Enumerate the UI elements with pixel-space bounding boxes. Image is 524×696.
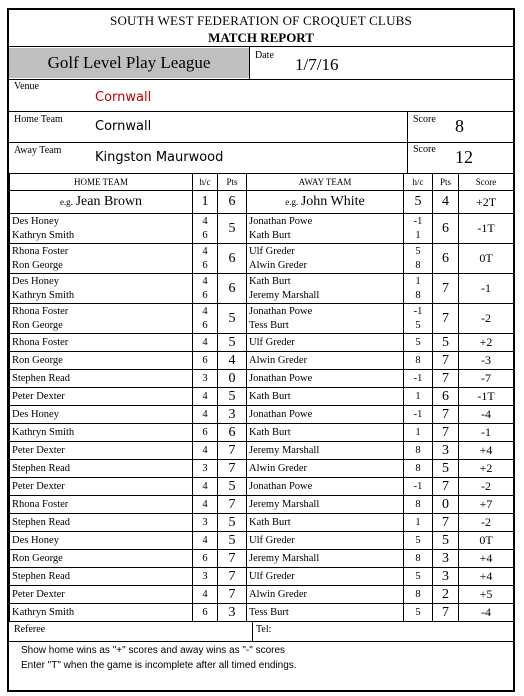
away-player-name: Jonathan Powe bbox=[249, 215, 313, 227]
doubles-row bbox=[10, 214, 514, 244]
divider bbox=[9, 79, 513, 80]
tel-label: Tel: bbox=[256, 624, 272, 635]
away-player-name[interactable]: Alwin Greder bbox=[247, 460, 404, 478]
away-player-name[interactable]: Jonathan Powe bbox=[247, 478, 404, 496]
home-points[interactable]: 7 bbox=[218, 460, 247, 478]
away-points[interactable]: 0 bbox=[433, 496, 459, 514]
home-player-name[interactable]: Ron George bbox=[10, 352, 193, 370]
away-player-name[interactable]: Kath Burt bbox=[247, 424, 404, 442]
home-points[interactable]: 7 bbox=[218, 550, 247, 568]
singles-row bbox=[10, 334, 514, 352]
venue-label: Venue bbox=[14, 81, 39, 92]
divider bbox=[249, 46, 250, 79]
home-points[interactable]: 6 bbox=[218, 244, 247, 274]
away-points[interactable]: 5 bbox=[433, 334, 459, 352]
singles-row bbox=[10, 370, 514, 388]
away-player-name[interactable]: Jeremy Marshall bbox=[247, 550, 404, 568]
away-hc[interactable] bbox=[404, 274, 433, 304]
game-score[interactable]: 0T bbox=[459, 244, 514, 274]
singles-row bbox=[10, 532, 514, 550]
game-score[interactable]: -3 bbox=[459, 352, 514, 370]
game-score[interactable]: +4 bbox=[459, 442, 514, 460]
eg-prefix: e.g. bbox=[59, 197, 73, 207]
home-hc[interactable]: 6 bbox=[193, 550, 218, 568]
away-hc[interactable]: 8 bbox=[404, 586, 433, 604]
home-player-name[interactable]: Stephen Read bbox=[10, 514, 193, 532]
home-points[interactable]: 7 bbox=[218, 586, 247, 604]
away-hc-2: 8 bbox=[415, 289, 421, 301]
away-player-name[interactable]: Alwin Greder bbox=[247, 586, 404, 604]
singles-row bbox=[10, 460, 514, 478]
away-hc[interactable]: 8 bbox=[404, 352, 433, 370]
home-points[interactable]: 5 bbox=[218, 532, 247, 550]
away-player-name: Ulf Greder bbox=[249, 245, 295, 257]
away-hc-1: -1 bbox=[413, 215, 423, 227]
venue-value[interactable]: Cornwall bbox=[95, 90, 152, 105]
home-points[interactable]: 5 bbox=[218, 478, 247, 496]
away-hc[interactable]: 8 bbox=[404, 496, 433, 514]
game-score[interactable]: +4 bbox=[459, 550, 514, 568]
note-timed-endings: Enter "T" when the game is incomplete after all timed endings. bbox=[21, 660, 297, 671]
away-player-name: Tess Burt bbox=[249, 319, 289, 331]
game-score[interactable]: -2 bbox=[459, 304, 514, 334]
home-player-name[interactable]: Ron George bbox=[10, 550, 193, 568]
col-home-team: HOME TEAM bbox=[10, 174, 193, 191]
game-score[interactable]: +2 bbox=[459, 460, 514, 478]
game-score[interactable]: -1 bbox=[459, 424, 514, 442]
away-player-name[interactable]: Ulf Greder bbox=[247, 532, 404, 550]
away-hc[interactable]: 5 bbox=[404, 604, 433, 622]
divider bbox=[9, 621, 513, 622]
home-hc[interactable]: 3 bbox=[193, 460, 218, 478]
home-hc[interactable]: 3 bbox=[193, 370, 218, 388]
home-player-name: Ron George bbox=[12, 259, 63, 271]
home-points[interactable]: 7 bbox=[218, 568, 247, 586]
home-player-name[interactable]: Stephen Read bbox=[10, 370, 193, 388]
home-player-name: Rhona Foster bbox=[12, 245, 69, 257]
home-score-label: Score bbox=[413, 114, 436, 125]
singles-row bbox=[10, 586, 514, 604]
home-points[interactable]: 4 bbox=[218, 352, 247, 370]
referee-label: Referee bbox=[14, 624, 46, 635]
home-hc[interactable]: 4 bbox=[193, 586, 218, 604]
away-team-label: Away Team bbox=[14, 145, 62, 156]
home-hc-2: 6 bbox=[202, 229, 208, 241]
home-points[interactable]: 6 bbox=[218, 274, 247, 304]
home-player-name: Kathryn Smith bbox=[12, 289, 75, 301]
game-score[interactable]: -2 bbox=[459, 478, 514, 496]
singles-row bbox=[10, 424, 514, 442]
away-points[interactable]: 3 bbox=[433, 442, 459, 460]
home-hc-1: 4 bbox=[202, 275, 208, 287]
away-player-name: Kath Burt bbox=[249, 229, 291, 241]
home-player-name[interactable]: Kathryn Smith bbox=[10, 424, 193, 442]
col-home-hc: h/c bbox=[193, 174, 218, 191]
home-hc[interactable]: 6 bbox=[193, 604, 218, 622]
away-points[interactable]: 7 bbox=[433, 304, 459, 334]
away-hc-1: -1 bbox=[413, 305, 423, 317]
away-points[interactable]: 5 bbox=[433, 460, 459, 478]
away-hc-2: 1 bbox=[415, 229, 421, 241]
away-points[interactable]: 3 bbox=[433, 550, 459, 568]
away-hc[interactable]: 1 bbox=[404, 514, 433, 532]
singles-row bbox=[10, 604, 514, 622]
report-title: MATCH REPORT bbox=[208, 30, 314, 45]
away-points[interactable]: 7 bbox=[433, 604, 459, 622]
singles-row bbox=[10, 442, 514, 460]
away-player-name: Jeremy Marshall bbox=[249, 289, 320, 301]
game-score[interactable]: -4 bbox=[459, 604, 514, 622]
away-points[interactable]: 6 bbox=[433, 244, 459, 274]
home-player-name[interactable]: Des Honey bbox=[10, 406, 193, 424]
home-hc-2: 6 bbox=[202, 319, 208, 331]
date-value[interactable]: 1/7/16 bbox=[295, 55, 339, 74]
away-team-value[interactable]: Kingston Maurwood bbox=[95, 150, 224, 165]
home-points[interactable]: 0 bbox=[218, 370, 247, 388]
home-hc[interactable] bbox=[193, 304, 218, 334]
game-score[interactable]: -1T bbox=[459, 214, 514, 244]
home-team-value[interactable]: Cornwall bbox=[95, 119, 152, 134]
home-hc[interactable]: 3 bbox=[193, 568, 218, 586]
home-points[interactable]: 5 bbox=[218, 514, 247, 532]
game-score[interactable]: 0T bbox=[459, 532, 514, 550]
away-player-name[interactable]: Tess Burt bbox=[247, 604, 404, 622]
home-player-name[interactable]: Des Honey bbox=[10, 532, 193, 550]
singles-row bbox=[10, 388, 514, 406]
game-score[interactable]: +4 bbox=[459, 568, 514, 586]
example-home-name: Jean Brown bbox=[75, 194, 143, 209]
singles-row bbox=[10, 550, 514, 568]
away-points[interactable]: 5 bbox=[433, 532, 459, 550]
example-away-hc: 5 bbox=[404, 191, 433, 214]
home-hc[interactable] bbox=[193, 274, 218, 304]
away-points[interactable]: 7 bbox=[433, 424, 459, 442]
away-score-label: Score bbox=[413, 144, 436, 155]
home-player-name[interactable]: Peter Dexter bbox=[10, 388, 193, 406]
away-player-name: Jonathan Powe bbox=[249, 305, 313, 317]
col-home-pts: Pts bbox=[218, 174, 247, 191]
doubles-row bbox=[10, 304, 514, 334]
away-points[interactable]: 3 bbox=[433, 568, 459, 586]
col-away-hc: h/c bbox=[404, 174, 433, 191]
home-hc[interactable]: 4 bbox=[193, 478, 218, 496]
away-points[interactable]: 6 bbox=[433, 388, 459, 406]
divider bbox=[9, 641, 513, 642]
away-hc[interactable]: 8 bbox=[404, 442, 433, 460]
home-points[interactable]: 7 bbox=[218, 442, 247, 460]
home-player-name: Des Honey bbox=[12, 215, 59, 227]
home-players[interactable] bbox=[10, 304, 193, 334]
home-hc-1: 4 bbox=[202, 245, 208, 257]
away-points[interactable]: 2 bbox=[433, 586, 459, 604]
away-hc[interactable]: 5 bbox=[404, 334, 433, 352]
home-hc-1: 4 bbox=[202, 305, 208, 317]
away-players[interactable] bbox=[247, 214, 404, 244]
singles-row bbox=[10, 496, 514, 514]
away-player-name[interactable]: Jeremy Marshall bbox=[247, 442, 404, 460]
game-score[interactable]: +2 bbox=[459, 334, 514, 352]
away-hc[interactable] bbox=[404, 244, 433, 274]
home-player-name[interactable]: Peter Dexter bbox=[10, 478, 193, 496]
away-hc-1: 5 bbox=[415, 245, 421, 257]
game-score[interactable]: -4 bbox=[459, 406, 514, 424]
away-hc[interactable] bbox=[404, 214, 433, 244]
col-away-team: AWAY TEAM bbox=[247, 174, 404, 191]
away-hc[interactable]: -1 bbox=[404, 478, 433, 496]
home-hc-2: 6 bbox=[202, 289, 208, 301]
home-players[interactable] bbox=[10, 244, 193, 274]
away-player-name: Kath Burt bbox=[249, 275, 291, 287]
away-player-name[interactable]: Ulf Greder bbox=[247, 334, 404, 352]
home-player-name: Ron George bbox=[12, 319, 63, 331]
away-player-name: Alwin Greder bbox=[249, 259, 308, 271]
away-hc-1: 1 bbox=[415, 275, 421, 287]
away-score-value[interactable]: 12 bbox=[455, 147, 473, 167]
away-hc-2: 5 bbox=[415, 319, 421, 331]
eg-prefix: e.g. bbox=[285, 197, 299, 207]
example-row bbox=[10, 191, 514, 214]
home-players[interactable] bbox=[10, 274, 193, 304]
away-players[interactable] bbox=[247, 304, 404, 334]
game-score[interactable]: +5 bbox=[459, 586, 514, 604]
home-points[interactable]: 5 bbox=[218, 388, 247, 406]
away-player-name[interactable]: Alwin Greder bbox=[247, 352, 404, 370]
home-players[interactable] bbox=[10, 214, 193, 244]
col-score: Score bbox=[459, 174, 514, 191]
away-hc[interactable]: 5 bbox=[404, 568, 433, 586]
example-away-pts: 4 bbox=[433, 191, 459, 214]
singles-row bbox=[10, 568, 514, 586]
column-header-row bbox=[10, 174, 514, 191]
home-hc[interactable]: 4 bbox=[193, 388, 218, 406]
away-hc[interactable]: -1 bbox=[404, 370, 433, 388]
game-score[interactable]: -1T bbox=[459, 388, 514, 406]
home-player-name[interactable]: Rhona Foster bbox=[10, 496, 193, 514]
game-score[interactable]: +7 bbox=[459, 496, 514, 514]
away-hc[interactable]: 8 bbox=[404, 460, 433, 478]
home-player-name[interactable]: Stephen Read bbox=[10, 568, 193, 586]
example-home bbox=[10, 191, 193, 214]
home-hc[interactable]: 4 bbox=[193, 532, 218, 550]
home-player-name[interactable]: Peter Dexter bbox=[10, 442, 193, 460]
away-player-name[interactable]: Kath Burt bbox=[247, 388, 404, 406]
home-hc-1: 4 bbox=[202, 215, 208, 227]
home-player-name: Rhona Foster bbox=[12, 305, 69, 317]
home-player-name: Des Honey bbox=[12, 275, 59, 287]
away-points[interactable]: 7 bbox=[433, 514, 459, 532]
home-points[interactable]: 3 bbox=[218, 604, 247, 622]
away-points[interactable]: 6 bbox=[433, 214, 459, 244]
home-hc[interactable]: 3 bbox=[193, 514, 218, 532]
divider bbox=[9, 111, 513, 112]
away-player-name[interactable]: Jeremy Marshall bbox=[247, 496, 404, 514]
federation-title: SOUTH WEST FEDERATION OF CROQUET CLUBS bbox=[110, 13, 412, 28]
home-score-value[interactable]: 8 bbox=[455, 116, 464, 136]
divider bbox=[9, 142, 513, 143]
col-away-pts: Pts bbox=[433, 174, 459, 191]
example-home-hc: 1 bbox=[193, 191, 218, 214]
away-player-name[interactable]: Jonathan Powe bbox=[247, 370, 404, 388]
away-player-name[interactable]: Kath Burt bbox=[247, 514, 404, 532]
results-table bbox=[9, 173, 514, 622]
away-hc[interactable]: -1 bbox=[404, 406, 433, 424]
doubles-row bbox=[10, 244, 514, 274]
home-points[interactable]: 7 bbox=[218, 496, 247, 514]
divider bbox=[252, 622, 253, 641]
away-points[interactable]: 7 bbox=[433, 478, 459, 496]
away-hc[interactable]: 5 bbox=[404, 532, 433, 550]
away-points[interactable]: 7 bbox=[433, 406, 459, 424]
singles-row bbox=[10, 352, 514, 370]
home-player-name[interactable]: Rhona Foster bbox=[10, 334, 193, 352]
away-hc[interactable] bbox=[404, 304, 433, 334]
home-points[interactable]: 5 bbox=[218, 334, 247, 352]
home-points[interactable]: 5 bbox=[218, 214, 247, 244]
game-score[interactable]: -1 bbox=[459, 274, 514, 304]
game-score[interactable]: -2 bbox=[459, 514, 514, 532]
match-report-sheet bbox=[7, 8, 515, 692]
away-hc[interactable]: 8 bbox=[404, 550, 433, 568]
league-name: Golf Level Play League bbox=[9, 48, 249, 78]
divider bbox=[9, 46, 513, 47]
home-points[interactable]: 6 bbox=[218, 424, 247, 442]
singles-row bbox=[10, 406, 514, 424]
example-away-name: John White bbox=[300, 194, 365, 209]
doubles-row bbox=[10, 274, 514, 304]
singles-row bbox=[10, 478, 514, 496]
home-hc[interactable] bbox=[193, 244, 218, 274]
away-points[interactable]: 7 bbox=[433, 274, 459, 304]
example-home-pts: 6 bbox=[218, 191, 247, 214]
home-hc[interactable]: 4 bbox=[193, 334, 218, 352]
away-points[interactable]: 7 bbox=[433, 352, 459, 370]
away-hc[interactable]: 1 bbox=[404, 424, 433, 442]
note-home-away: Show home wins as "+" scores and away wins as "-" scores bbox=[21, 645, 286, 656]
example-away bbox=[247, 191, 404, 214]
home-player-name[interactable]: Peter Dexter bbox=[10, 586, 193, 604]
game-score[interactable]: -7 bbox=[459, 370, 514, 388]
home-hc[interactable]: 6 bbox=[193, 424, 218, 442]
home-player-name[interactable]: Kathryn Smith bbox=[10, 604, 193, 622]
home-hc[interactable] bbox=[193, 214, 218, 244]
away-players[interactable] bbox=[247, 244, 404, 274]
away-players[interactable] bbox=[247, 274, 404, 304]
home-hc[interactable]: 4 bbox=[193, 496, 218, 514]
away-player-name[interactable]: Ulf Greder bbox=[247, 568, 404, 586]
away-points[interactable]: 7 bbox=[433, 370, 459, 388]
home-player-name: Kathryn Smith bbox=[12, 229, 75, 241]
home-hc[interactable]: 4 bbox=[193, 406, 218, 424]
home-hc[interactable]: 6 bbox=[193, 352, 218, 370]
home-points[interactable]: 5 bbox=[218, 304, 247, 334]
home-hc[interactable]: 4 bbox=[193, 442, 218, 460]
home-points[interactable]: 3 bbox=[218, 406, 247, 424]
example-score: +2T bbox=[459, 191, 514, 214]
singles-row bbox=[10, 514, 514, 532]
away-hc[interactable]: 1 bbox=[404, 388, 433, 406]
away-hc-2: 8 bbox=[415, 259, 421, 271]
away-player-name[interactable]: Jonathan Powe bbox=[247, 406, 404, 424]
home-team-label: Home Team bbox=[14, 114, 63, 125]
date-label: Date bbox=[255, 50, 274, 61]
home-player-name[interactable]: Stephen Read bbox=[10, 460, 193, 478]
home-hc-2: 6 bbox=[202, 259, 208, 271]
